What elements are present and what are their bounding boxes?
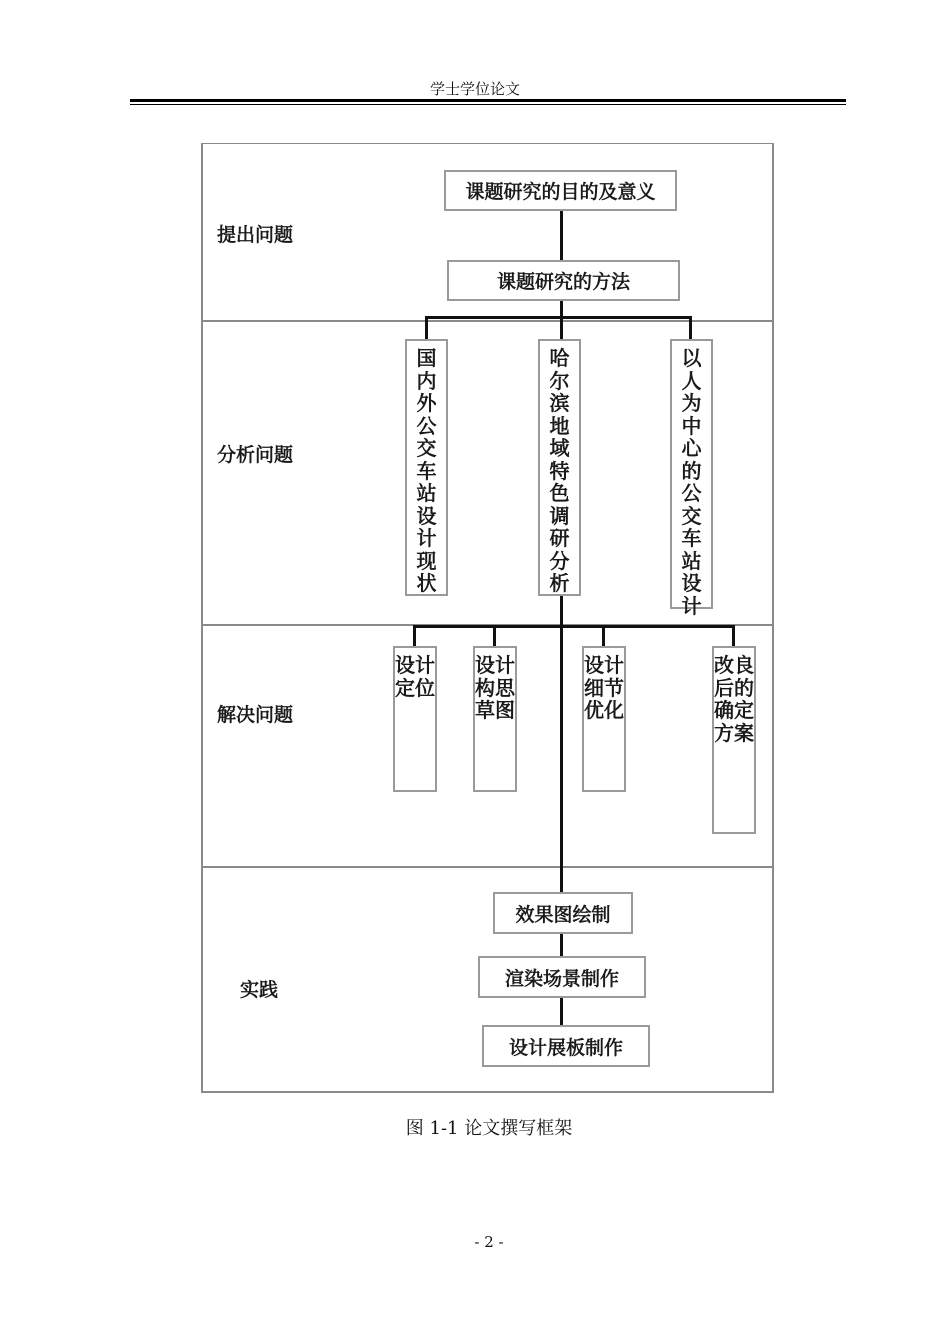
- header-rule-thin: [130, 104, 846, 105]
- box-research-purpose: 课题研究的目的及意义: [444, 170, 677, 211]
- branch-bar-solutions: [413, 625, 735, 628]
- connector-line: [560, 932, 563, 956]
- box-rendering-drawing: 效果图绘制: [493, 892, 633, 934]
- running-header: 学士学位论文: [429, 80, 520, 98]
- box-domestic-foreign-status: 国内外公交车站设计现状: [405, 339, 448, 596]
- box-display-board: 设计展板制作: [482, 1025, 650, 1067]
- page-number: - 2 -: [474, 1233, 504, 1251]
- stage-label-solve-problem: 解决问题: [217, 704, 294, 726]
- branch-drop: [413, 625, 416, 647]
- stage-label-analyze-problem: 分析问题: [217, 444, 294, 466]
- box-final-scheme: 改良后的确定方案: [712, 646, 756, 834]
- stage-divider-3: [201, 866, 774, 868]
- branch-bar-analysis: [425, 316, 692, 319]
- box-design-positioning: 设计定位: [393, 646, 437, 792]
- connector-line: [560, 210, 563, 260]
- branch-drop: [493, 625, 496, 647]
- box-detail-optimization: 设计细节优化: [582, 646, 626, 792]
- figure-caption: 图 1-1 论文撰写框架: [405, 1118, 573, 1139]
- branch-drop: [602, 625, 605, 647]
- stage-label-practice: 实践: [240, 979, 279, 1001]
- branch-drop: [425, 316, 428, 340]
- box-human-centered-design: 以人为中心的公交车站设计: [670, 339, 713, 609]
- box-harbin-regional-survey: 哈尔滨地域特色调研分析: [538, 339, 581, 596]
- branch-drop: [689, 316, 692, 340]
- header-rule-thick: [130, 99, 846, 102]
- box-concept-sketch: 设计构思草图: [473, 646, 517, 792]
- stage-label-raise-problem: 提出问题: [217, 224, 294, 246]
- box-research-method: 课题研究的方法: [447, 260, 680, 301]
- box-scene-rendering: 渲染场景制作: [478, 956, 646, 998]
- branch-drop: [732, 625, 735, 647]
- connector-line: [560, 997, 563, 1025]
